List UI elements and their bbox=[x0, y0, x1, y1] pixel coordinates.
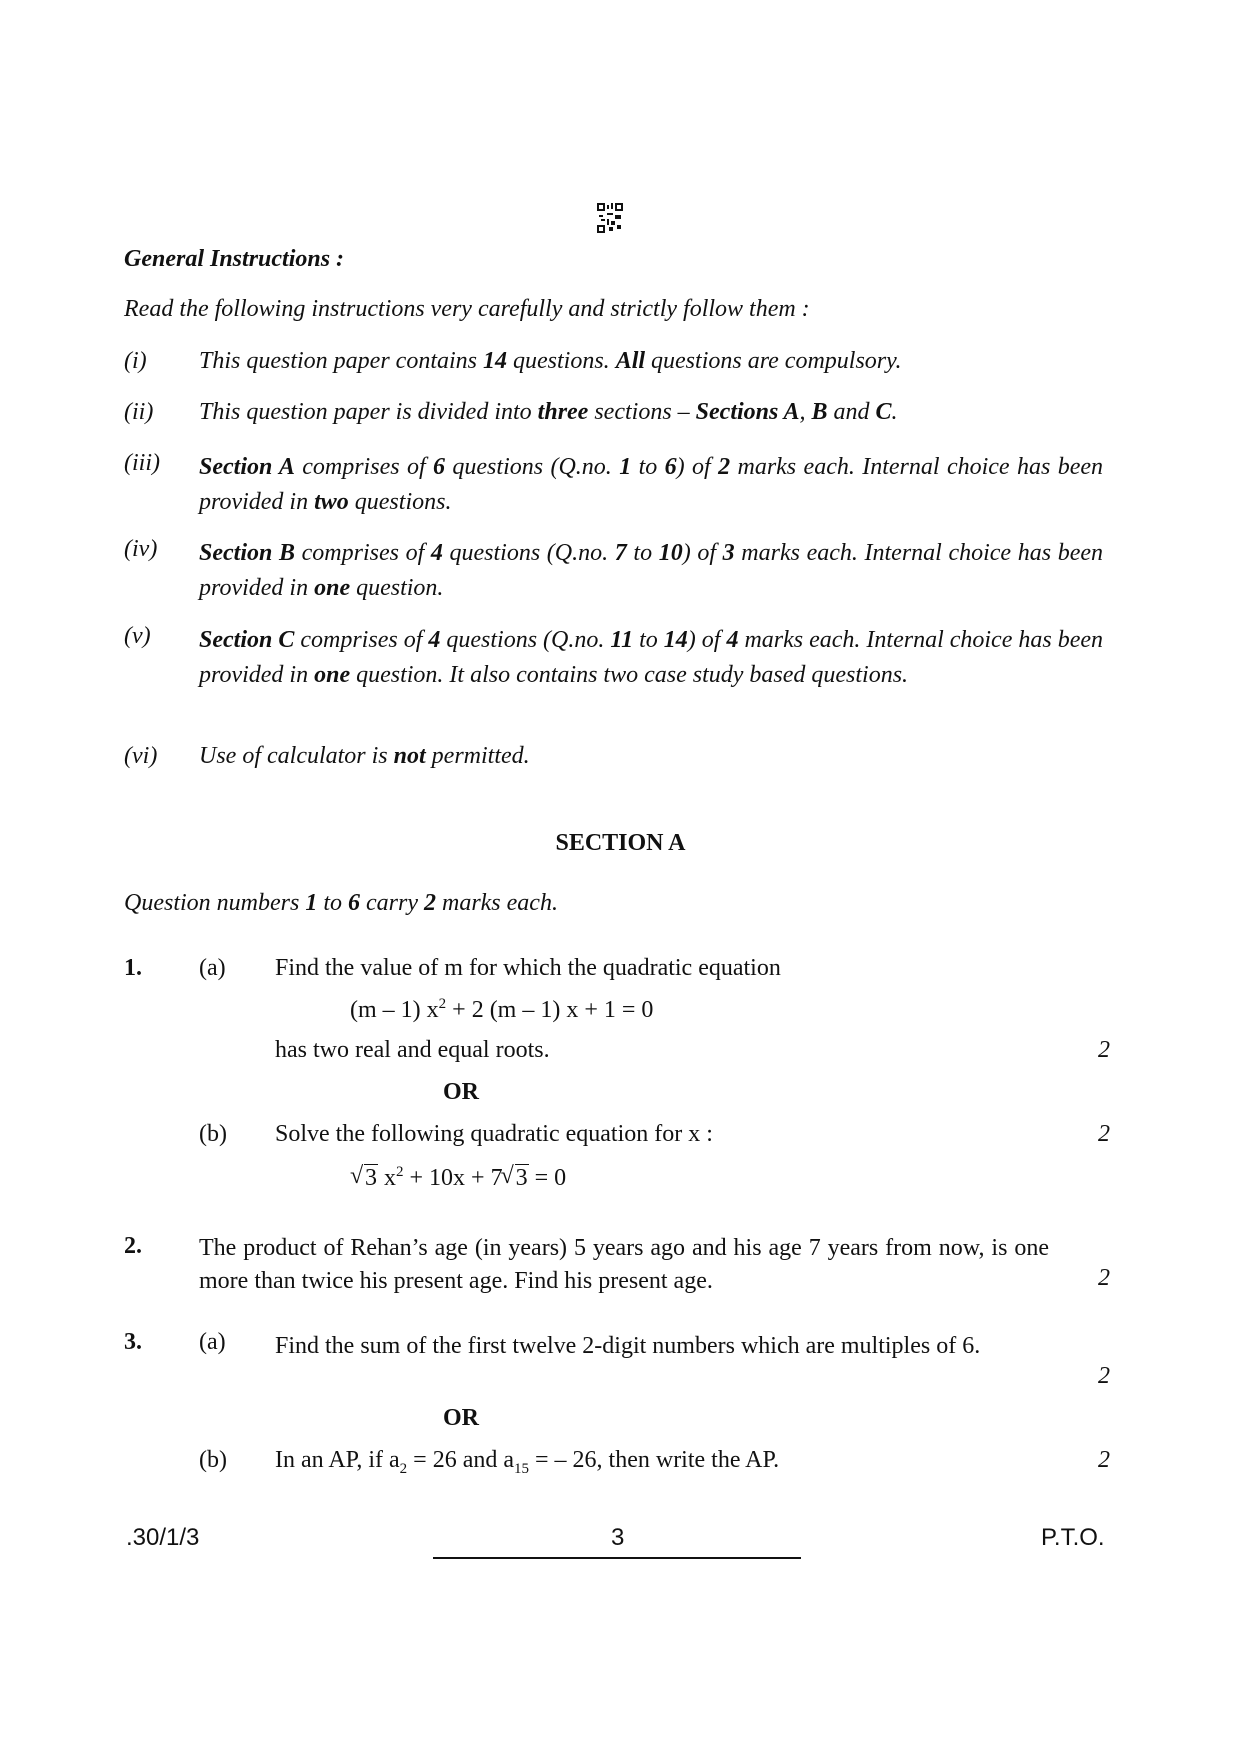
or-label: OR bbox=[443, 1405, 479, 1431]
q1-part-a-text2: has two real and equal roots. bbox=[275, 1037, 550, 1063]
marks-label: 2 bbox=[1098, 1447, 1110, 1473]
marks-label: 2 bbox=[1098, 1037, 1110, 1063]
q3-part-b-label: (b) bbox=[199, 1447, 227, 1473]
q1-equation-b: √ 3 $x^2 + 10x + 7√$ 3 = 0 bbox=[352, 1165, 566, 1192]
question-number-2: 2. bbox=[124, 1233, 142, 1259]
instruction-number: (iv) bbox=[124, 536, 158, 562]
instruction-item-3: Section A comprises of 6 questions (Q.no. 1 to 6) of 2 marks each. Internal choice has been provided in two questions. bbox=[199, 454, 1103, 515]
question-number-1: 1. bbox=[124, 955, 142, 981]
q1-equation: (m – 1) $x^2 + 2$ (m – 1) x + 1 = 0 bbox=[350, 996, 654, 1023]
marks-label: 2 bbox=[1098, 1265, 1110, 1291]
instruction-item-6: Use of calculator is not permitted. bbox=[199, 743, 530, 769]
square-root-icon: √ 3 bbox=[503, 1165, 529, 1192]
instruction-number: (vi) bbox=[124, 743, 158, 769]
instruction-item-5: Section C comprises of 4 questions (Q.no. 11 to 14) of 4 marks each. Internal choice has been provided in one question. It also contains two case study based questions. bbox=[199, 627, 1104, 688]
q1-part-a-text: Find the value of m for which the quadratic equation bbox=[275, 955, 781, 981]
q3-part-a-text: Find the sum of the first twelve 2-digit numbers which are multiples of 6. bbox=[275, 1333, 981, 1359]
instruction-item-4: Section B comprises of 4 questions (Q.no. 7 to 10) of 3 marks each. Internal choice has been provided in one question. bbox=[199, 540, 1103, 601]
paper-code: .30/1/3 bbox=[126, 1524, 200, 1551]
marks-label: 2 bbox=[1098, 1121, 1110, 1147]
q1-part-a-label: (a) bbox=[199, 955, 226, 981]
instruction-number: (i) bbox=[124, 348, 147, 374]
instruction-item-1: This question paper contains 14 questions. All questions are compulsory. bbox=[199, 348, 902, 374]
q2-text: The product of Rehan’s age (in years) 5 years ago and his age 7 years from now, is one more than twice his present age. Find his present age. bbox=[199, 1235, 1049, 1294]
instructions-intro: Read the following instructions very carefully and strictly follow them : bbox=[124, 296, 810, 322]
question-number-3: 3. bbox=[124, 1329, 142, 1355]
instruction-number: (iii) bbox=[124, 450, 160, 476]
instructions-heading: General Instructions : bbox=[124, 246, 345, 272]
square-root-icon: √ 3 bbox=[352, 1165, 378, 1192]
q3-part-a-label: (a) bbox=[199, 1329, 226, 1355]
section-title: SECTION A bbox=[555, 830, 686, 856]
qr-code-icon bbox=[597, 203, 623, 233]
pto-label: P.T.O. bbox=[1041, 1524, 1105, 1551]
page-number: 3 bbox=[611, 1524, 625, 1551]
section-note: Question numbers 1 to 6 carry 2 marks each. bbox=[124, 890, 558, 916]
footer-divider bbox=[433, 1557, 801, 1559]
instruction-item-2: This question paper is divided into three sections – Sections A, B and C. bbox=[199, 399, 898, 425]
q3-part-b-text: In an AP, if $a_2 = 26$ and $a_{15}$ = – 26, then write the AP. bbox=[275, 1447, 780, 1477]
q1-part-b-text: Solve the following quadratic equation for x : bbox=[275, 1121, 713, 1147]
q1-part-b-label: (b) bbox=[199, 1121, 227, 1147]
instruction-number: (ii) bbox=[124, 399, 154, 425]
marks-label: 2 bbox=[1098, 1363, 1110, 1389]
or-label: OR bbox=[443, 1079, 479, 1105]
instruction-number: (v) bbox=[124, 623, 151, 649]
